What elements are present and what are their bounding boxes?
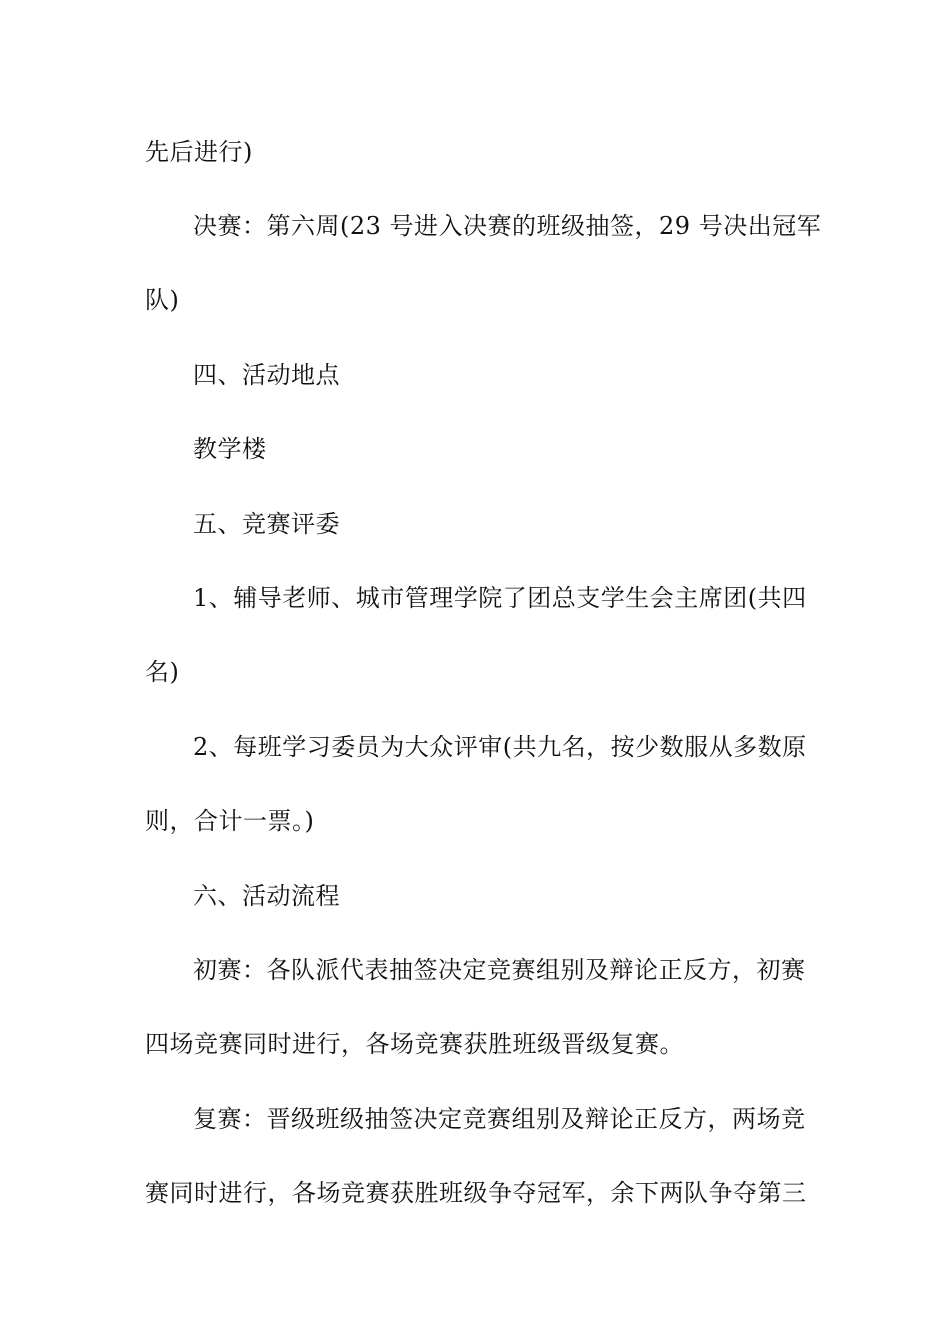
paragraph-line: 先后进行) (145, 138, 253, 166)
paragraph-line: 名) (145, 658, 180, 686)
paragraph-line: 四场竞赛同时进行，各场竞赛获胜班级晋级复赛。 (145, 1030, 684, 1058)
section-heading: 六、活动流程 (193, 882, 340, 910)
paragraph-line: 队) (145, 286, 180, 314)
paragraph-line: 教学楼 (193, 435, 267, 463)
paragraph-line: 决赛：第六周(23 号进入决赛的班级抽签，29 号决出冠军 (193, 212, 822, 240)
paragraph-line: 则，合计一票。) (145, 807, 315, 835)
paragraph-line: 2、每班学习委员为大众评审(共九名，按少数服从多数原 (193, 733, 807, 761)
paragraph-line: 复赛：晋级班级抽签决定竞赛组别及辩论正反方，两场竞 (193, 1105, 806, 1133)
paragraph-line: 1、辅导老师、城市管理学院了团总支学生会主席团(共四 (193, 584, 807, 612)
section-heading: 四、活动地点 (193, 361, 340, 389)
paragraph-line: 初赛：各队派代表抽签决定竞赛组别及辩论正反方，初赛 (193, 956, 806, 984)
section-heading: 五、竞赛评委 (193, 510, 340, 538)
paragraph-line: 赛同时进行，各场竞赛获胜班级争夺冠军，余下两队争夺第三 (145, 1179, 807, 1207)
